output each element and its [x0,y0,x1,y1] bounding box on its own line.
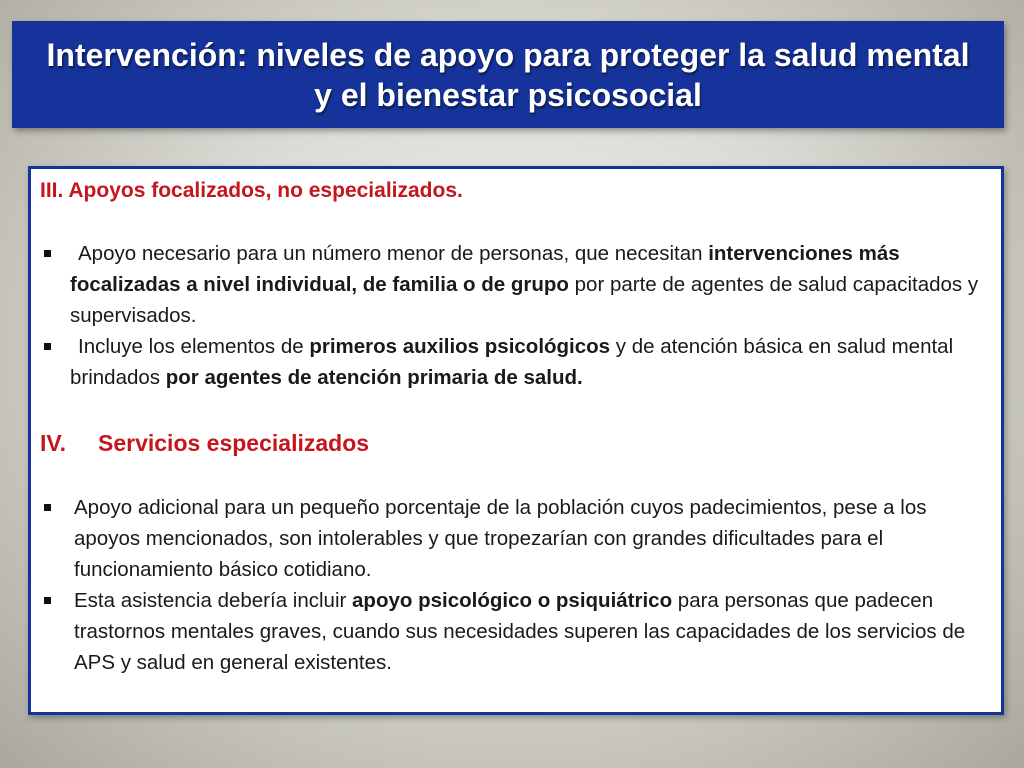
list-item [40,331,992,393]
section-4-title: Servicios especializados [98,430,370,456]
text-run: Apoyo adicional para un pequeño porcentaje de la población cuyos padecimientos, pese a los apoyos mencionados, son intolerables y que tropezarían con grandes dificultades para el funcionamiento básico cotidiano. [74,496,927,581]
text-run-bold: por agentes de atención primaria de salud. [165,366,583,389]
square-bullet-icon [44,597,51,604]
text-run-bold: apoyo psicológico o psiquiátrico [352,589,673,612]
square-bullet-icon [44,250,51,257]
bullet-text [70,238,992,331]
title-bar [12,21,1004,128]
slide-title: Intervención: niveles de apoyo para proteger la salud mental y el bienestar psicosocial [46,36,970,113]
text-run-bold: primeros auxilios psicológicos [309,335,611,358]
section-3-bullet-list [40,238,992,393]
list-item [40,492,992,585]
list-item [40,585,992,678]
section-4-number: IV. [40,430,67,456]
section-4-heading [40,428,369,458]
section-3-heading: III. Apoyos focalizados, no especializados. [40,179,463,202]
square-bullet-icon [44,504,51,511]
text-run-bold: intervenciones más focalizadas a nivel individual, de familia o de grupo [70,242,900,296]
square-bullet-icon [44,343,51,350]
section-4-bullet-list [40,492,992,678]
list-item [40,238,992,331]
content-box [28,166,1004,715]
bullet-text [74,496,926,581]
bullet-text [74,589,965,674]
text-run: Incluye los elementos de [78,335,310,358]
text-run: para personas que padecen trastornos mentales graves, cuando sus necesidades superen las capacidades de los servicios de APS y salud en general existentes. [74,589,966,674]
text-run: Apoyo necesario para un número menor de personas, que necesitan [78,242,709,265]
text-run: por parte de agentes de salud capacitados y supervisados. [70,273,979,327]
bullet-text [70,331,992,393]
text-run: Esta asistencia debería incluir [74,589,353,612]
text-run: y de atención básica en salud mental brindados [70,335,954,389]
